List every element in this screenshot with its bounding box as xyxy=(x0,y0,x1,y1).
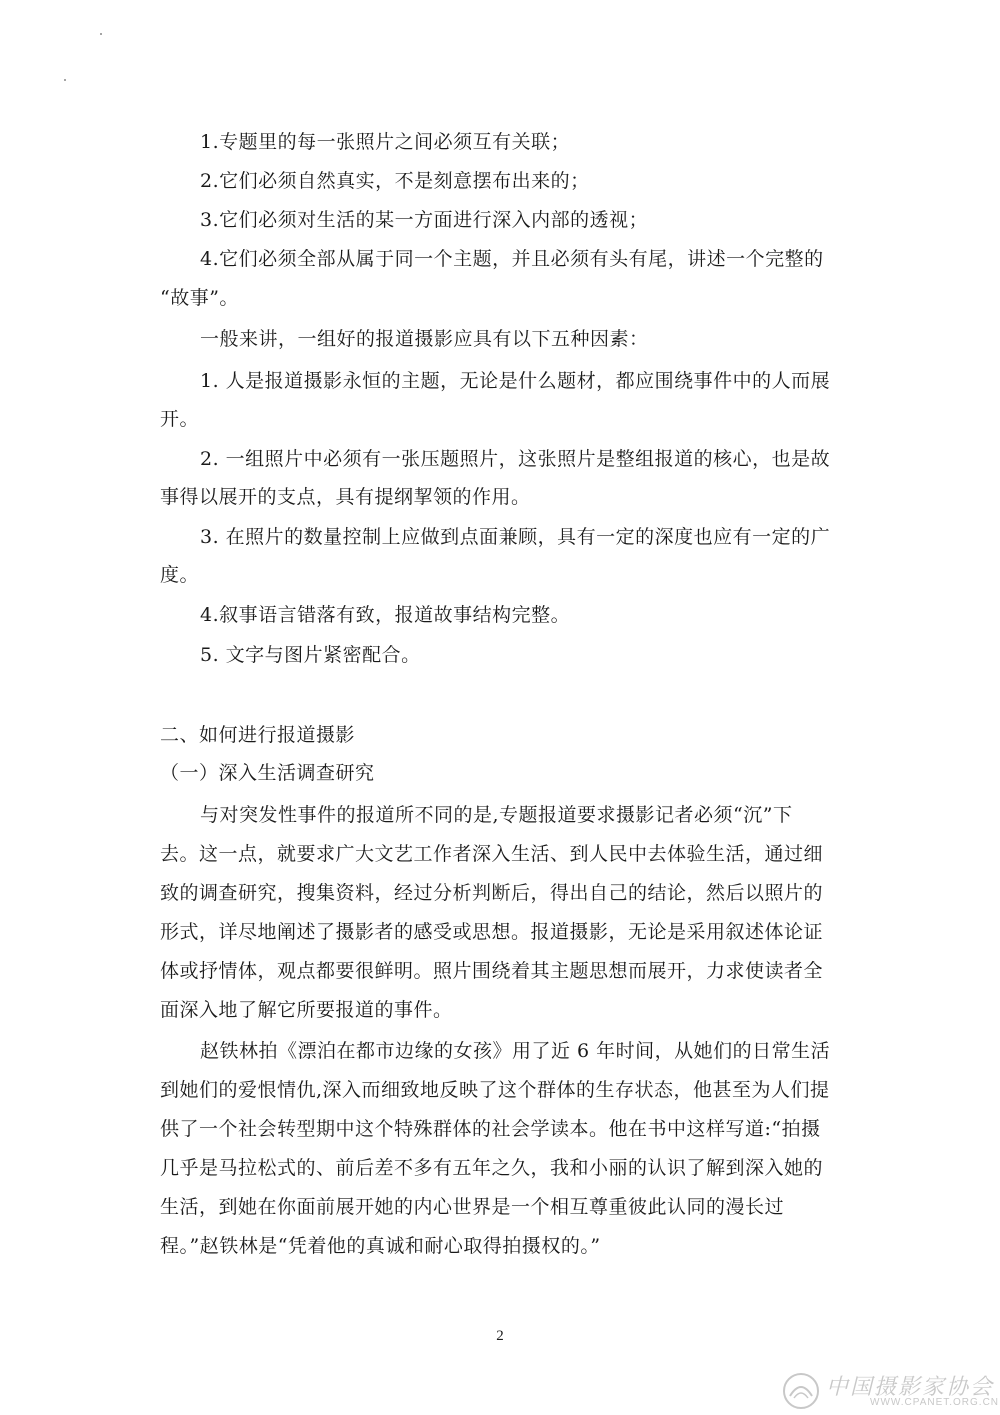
factor-1: 1. 人是报道摄影永恒的主题，无论是什么题材，都应围绕事件中的人而展 xyxy=(200,370,831,392)
para2-line-3: 供了一个社会转型期中这个特殊群体的社会学读本。他在书中这样写道:“拍摄 xyxy=(160,1118,821,1140)
factor-1-cont: 开。 xyxy=(160,408,200,430)
list-item-3: 3.它们必须对生活的某一方面进行深入内部的透视； xyxy=(200,209,649,231)
page-number: 2 xyxy=(496,1328,504,1344)
list-item-2: 2.它们必须自然真实，不是刻意摆布出来的； xyxy=(200,170,590,192)
para2-line-2: 到她们的爱恨情仇,深入而细致地反映了这个群体的生存状态，他甚至为人们提 xyxy=(160,1079,830,1101)
watermark xyxy=(780,1370,1000,1412)
factors-intro: 一般来讲，一组好的报道摄影应具有以下五种因素： xyxy=(200,328,649,350)
section-heading: 二、如何进行报道摄影 xyxy=(160,724,356,746)
para2-line-5: 生活，到她在你面前展开她的内心世界是一个相互尊重彼此认同的漫长过 xyxy=(160,1196,785,1218)
subsection-heading: （一）深入生活调查研究 xyxy=(160,762,375,784)
scan-speck xyxy=(100,33,102,35)
factor-2-cont: 事得以展开的支点，具有提纲挈领的作用。 xyxy=(160,486,531,508)
cpa-logo-icon xyxy=(780,1370,822,1412)
para2-line-6: 程。”赵铁林是“凭着他的真诚和耐心取得拍摄权的。” xyxy=(160,1235,601,1257)
para1-line-2: 去。这一点，就要求广大文艺工作者深入生活、到人民中去体验生活，通过细 xyxy=(160,843,824,865)
list-item-4-cont: “故事”。 xyxy=(160,287,239,309)
list-item-4: 4.它们必须全部从属于同一个主题，并且必须有头有尾，讲述一个完整的 xyxy=(200,248,824,270)
para1-line-4: 形式，详尽地阐述了摄影者的感受或思想。报道摄影，无论是采用叙述体论证 xyxy=(160,921,824,943)
watermark-text: 中国摄影家协会 xyxy=(826,1375,995,1400)
para1-line-3: 致的调查研究，搜集资料，经过分析判断后，得出自己的结论，然后以照片的 xyxy=(160,882,824,904)
scan-speck xyxy=(64,79,66,81)
factor-3: 3. 在照片的数量控制上应做到点面兼顾，具有一定的深度也应有一定的广 xyxy=(200,526,831,548)
para1-line-1: 与对突发性事件的报道所不同的是,专题报道要求摄影记者必须“沉”下 xyxy=(200,804,793,826)
para1-line-5: 体或抒情体，观点都要很鲜明。照片围绕着其主题思想而展开，力求使读者全 xyxy=(160,960,824,982)
list-item-1: 1.专题里的每一张照片之间必须互有关联； xyxy=(200,131,571,153)
factor-3-cont: 度。 xyxy=(160,564,200,586)
watermark-url: WWW.CPANET.ORG.CN xyxy=(870,1397,1000,1408)
para2-line-4: 几乎是马拉松式的、前后差不多有五年之久，我和小丽的认识了解到深入她的 xyxy=(160,1157,824,1179)
factor-5: 5. 文字与图片紧密配合。 xyxy=(200,644,421,666)
para1-line-6: 面深入地了解它所要报道的事件。 xyxy=(160,999,453,1021)
factor-2: 2. 一组照片中必须有一张压题照片，这张照片是整组报道的核心，也是故 xyxy=(200,448,831,470)
factor-4: 4.叙事语言错落有致，报道故事结构完整。 xyxy=(200,604,571,626)
para2-line-1: 赵铁林拍《漂泊在都市边缘的女孩》用了近 6 年时间，从她们的日常生活 xyxy=(200,1040,831,1062)
